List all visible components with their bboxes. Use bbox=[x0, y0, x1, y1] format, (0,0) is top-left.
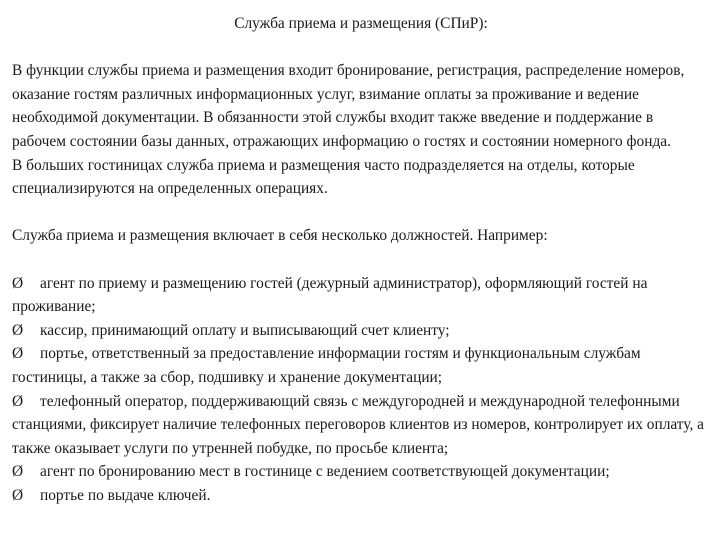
bullet-arrow-icon: Ø bbox=[12, 486, 24, 504]
list-item-text: телефонный оператор, поддерживающий связь с междугородней и международной телефонными станциями, фиксирует наличие телефонных переговоров клиентов из номеров, контролирует их оплату, а также оказывает услуги по утренней побудке, по просьбе клиента; bbox=[12, 392, 705, 457]
list-item-text: кассир, принимающий оплату и выписывающий счет клиенту; bbox=[40, 321, 450, 339]
intro-paragraph-departments: В больших гостиницах служба приема и размещения часто подразделяется на отделы, которые специализируются на определенных операциях. bbox=[12, 156, 635, 198]
list-item-booking-agent bbox=[12, 460, 710, 484]
list-item-text: агент по бронированию мест в гостинице с ведением соответствующей документации; bbox=[40, 463, 610, 481]
list-item-telephone-operator bbox=[12, 390, 710, 461]
bullet-arrow-icon: Ø bbox=[12, 345, 24, 363]
list-item-porter bbox=[12, 342, 710, 389]
bullet-arrow-icon: Ø bbox=[12, 392, 24, 410]
list-item-text: портье по выдаче ключей. bbox=[40, 486, 211, 504]
slide-title: Служба приема и размещения (СПиР): bbox=[234, 15, 488, 32]
list-item-key-porter bbox=[12, 484, 710, 508]
list-item-text: портье, ответственный за предоставление информации гостям и функциональным службам гостиницы, а также за сбор, подшивку и хранение документации; bbox=[12, 345, 641, 386]
list-item-reception-agent bbox=[12, 272, 710, 319]
positions-lead: Служба приема и размещения включает в себя несколько должностей. Например: bbox=[12, 227, 548, 245]
bullet-arrow-icon: Ø bbox=[12, 463, 24, 481]
intro-paragraph-functions: В функции службы приема и размещения входит бронирование, регистрация, распределение номеров, оказание гостям различных информационных услуг, взимание оплаты за проживание и ведение необходимой документации. В обязанности этой службы входит также введение и поддержание в рабочем состоянии базы данных, отражающих информацию о гостях и состоянии номерного фонда. bbox=[12, 62, 685, 150]
bullet-arrow-icon: Ø bbox=[12, 321, 24, 339]
positions-list bbox=[12, 272, 710, 508]
spacer bbox=[12, 248, 710, 272]
list-item-text: агент по приему и размещению гостей (дежурный администратор), оформляющий гостей на проживание; bbox=[12, 274, 648, 316]
spacer bbox=[12, 201, 710, 225]
list-item-cashier bbox=[12, 319, 710, 343]
bullet-arrow-icon: Ø bbox=[12, 274, 24, 292]
